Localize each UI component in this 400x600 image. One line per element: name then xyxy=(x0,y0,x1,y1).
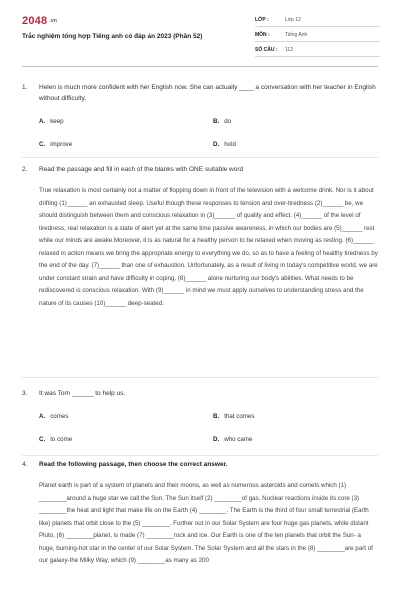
option-letter: B. xyxy=(213,413,220,420)
question-body xyxy=(39,388,378,461)
meta-value: 112 xyxy=(285,47,293,53)
meta-row-count xyxy=(255,44,380,57)
option-d[interactable] xyxy=(213,434,252,445)
option-letter: D. xyxy=(213,141,220,148)
question-number: 3. xyxy=(22,390,28,397)
meta-value: Tiếng Anh xyxy=(285,32,308,38)
question-2 xyxy=(22,164,378,310)
question-text: Helen is much more confident with her English now. She can actually ____ a conversation with her teacher in English without difficulty. xyxy=(39,84,376,102)
option-b[interactable] xyxy=(213,411,254,422)
question-body xyxy=(39,459,378,568)
header-divider xyxy=(22,66,378,67)
question-3 xyxy=(22,388,378,461)
question-1 xyxy=(22,82,378,166)
answer-options xyxy=(39,116,378,166)
reading-passage: True relaxation is most certainly not a matter of flopping down in front of the television with a welcome drink. Nor is it about drifting (1)______ an exhausted sleep. Useful though these responses to tension and over-tiredness (2)______ be, we should distinguish between them and conscious relaxation in (3)______ of quality and effect. (4)______ of the level of tiredness, real relaxation is a state of alert yet at the same time passive awareness, in which our bodies are (5)______ rest while our minds are awake.Moreover, it is as natural for a healthy person to be relaxed when moving as resting. (6)______ relaxed in action means we bring the appropriate energy to everything we do, so as to have a feeling of healthy tiredness by the end of the day. (7)______ than one of exhaustion. Unfortunately, as a result of living in today's competitive world, we are under constant strain and have difficulty in coping, (8)______ alone nurturing our body's abilities. What needs to be rediscovered is conscious relaxation. With (9)______ in mind we must apply ourselves to understanding stress and the nature of its causes (10)______ deep-seated. xyxy=(39,187,378,307)
meta-key: MÔN : xyxy=(255,32,270,38)
logo-suffix: .vn xyxy=(49,18,58,24)
option-text: keep xyxy=(50,118,64,125)
option-b[interactable] xyxy=(213,116,231,127)
meta-table xyxy=(255,14,380,59)
reading-passage: Planet earth is part of a system of planets and their moons, as well as numerous asteroids and comets which (1) ________around a huge star we call the Sun. The Sun itself (2) ________of gas. Nuclear reactions inside its core (3) ________the heat and light that make life on the Earth (4) ________. The Earth is the third of four small terrestrial (Earth like) planets that orbit close to the (5) ________. Further out in our Solar System are four huge gas planets, while distant Pluto, (6) ________planet, is made (7) ________rock and ice. Our Earth is one of the ten planets that orbit the Sun- a huge, burning-hot star in the center of our Solar System. The Solar System and all the stars in the (8) ________are part of our galaxy-the Milky Way, which (9) ________as many as 200 xyxy=(39,482,373,564)
question-separator xyxy=(22,377,378,378)
document-header xyxy=(0,0,400,64)
site-logo[interactable] xyxy=(22,15,57,27)
meta-row-class xyxy=(255,14,380,27)
option-d[interactable] xyxy=(213,139,236,150)
question-text: It was Tom ______ to help us. xyxy=(39,390,126,397)
option-letter: D. xyxy=(213,436,220,443)
option-c[interactable] xyxy=(39,434,72,445)
option-text: hold xyxy=(224,141,236,148)
meta-row-subject xyxy=(255,29,380,42)
answer-options xyxy=(39,411,378,461)
option-letter: C. xyxy=(39,141,46,148)
question-number: 4. xyxy=(22,461,28,468)
question-text: Read the passage and fill in each of the blanks with ONE suitable word xyxy=(39,166,244,173)
question-4 xyxy=(22,459,378,568)
option-c[interactable] xyxy=(39,139,72,150)
question-body xyxy=(39,164,378,310)
option-a[interactable] xyxy=(39,116,64,127)
option-letter: C. xyxy=(39,436,46,443)
question-number: 1. xyxy=(22,84,28,91)
question-text: Read the following passage, then choose the correct answer. xyxy=(39,461,228,468)
option-text: that comes xyxy=(224,413,255,420)
option-text: improve xyxy=(50,141,73,148)
meta-value: Lớp 12 xyxy=(285,17,301,23)
option-letter: B. xyxy=(213,118,220,125)
option-text: comes xyxy=(50,413,69,420)
option-letter: A. xyxy=(39,118,46,125)
option-text: who came xyxy=(224,436,253,443)
logo-text: 2048 xyxy=(22,15,48,27)
meta-key: LỚP : xyxy=(255,17,269,23)
option-text: to come xyxy=(50,436,73,443)
document-title: Trắc nghiệm tổng hợp Tiếng anh có đáp án 2023 (Phần 52) xyxy=(22,33,203,40)
question-separator xyxy=(22,157,378,158)
option-a[interactable] xyxy=(39,411,68,422)
meta-key: SỐ CÂU : xyxy=(255,47,278,53)
option-letter: A. xyxy=(39,413,46,420)
question-body xyxy=(39,82,378,166)
question-separator xyxy=(22,455,378,456)
question-number: 2. xyxy=(22,166,28,173)
option-text: do xyxy=(224,118,232,125)
